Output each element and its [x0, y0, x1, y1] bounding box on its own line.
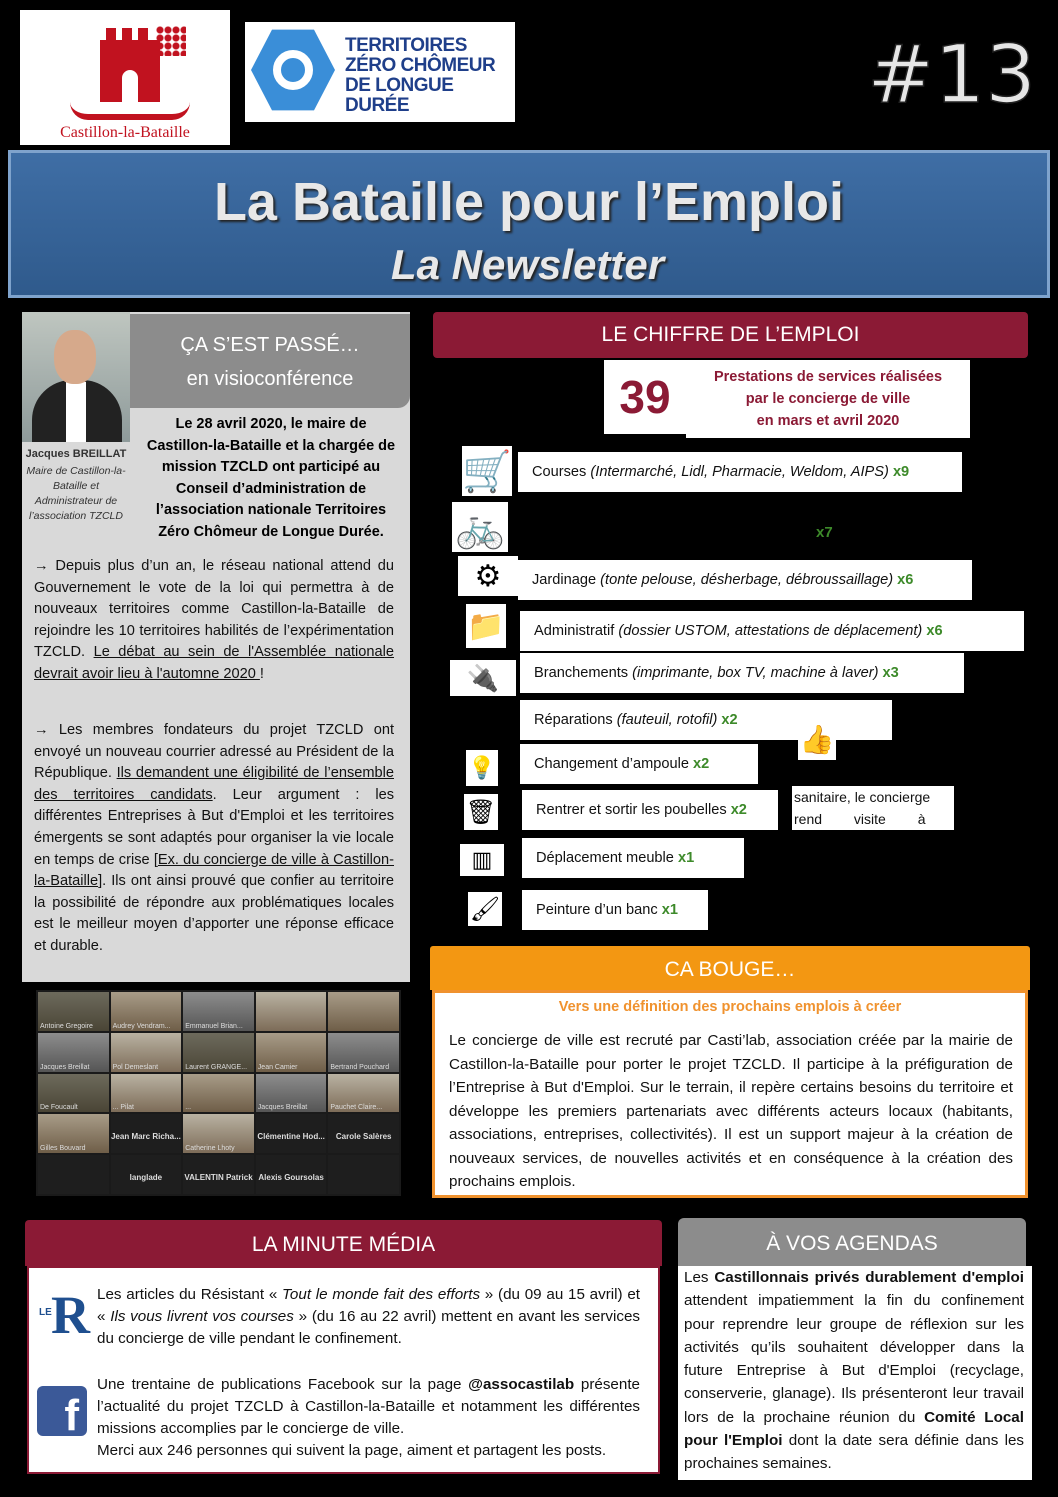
participant-name: Bertrand Pouchard: [330, 1063, 390, 1071]
visioconference-screenshot: [36, 990, 401, 1196]
hexagon-logo-icon: [251, 28, 335, 112]
plug-icon: 🔌: [450, 660, 516, 696]
service-count: x1: [677, 850, 695, 866]
participant-tile: [256, 1114, 327, 1153]
bouge-section: [432, 990, 1028, 1198]
newsletter-title: La Bataille pour l’Emploi: [213, 172, 845, 232]
passe-heading: [130, 314, 410, 408]
participant-tile: [256, 1074, 327, 1113]
participant-name: Jean Marc Richa...: [110, 1132, 181, 1142]
media-thanks: Merci aux 246 personnes qui suivent la page, aiment et partagent les posts.: [97, 1442, 607, 1459]
service-label: Changement d’ampoule: [534, 756, 689, 772]
media-heading: LA MINUTE MÉDIA: [25, 1220, 662, 1266]
passe-heading-line2: en visioconférence: [186, 368, 354, 390]
eligibilite-link[interactable]: Ils demandent une éligibilité de l’ensemble des territoires candidats: [34, 765, 394, 803]
agenda-section: [678, 1266, 1032, 1480]
participant-name: Jacques Breillat: [257, 1104, 308, 1112]
le-resistant-logo: R LE: [39, 1285, 90, 1345]
service-row: [520, 653, 964, 693]
participant-tile: [111, 992, 182, 1031]
participant-tile: [183, 1074, 254, 1113]
passe-intro: Le 28 avril 2020, le maire de Castillon-la-Bataille et la chargée de mission TZCLD ont participé au Conseil d’administration de l’association nationale Territoires Zéro Chômeur de Longue Durée.: [146, 416, 396, 540]
participant-tile: [256, 1033, 327, 1072]
service-count: x9: [892, 464, 910, 480]
service-detail: (fauteuil, rotofil): [616, 712, 718, 728]
service-label: Courses: [532, 464, 587, 480]
big-number: 39: [604, 360, 686, 434]
service-label: Réparations: [534, 712, 613, 728]
participant-tile: [38, 1155, 109, 1194]
passe-paragraph-2: → Les membres fondateurs du projet TZCLD ont envoyé un nouveau courrier adressé au Président de la République. Ils demandent une éligibilité de l’ensemble des territoires candidats. Leur argument : les différentes Entreprises à But d'Emploi et les territoires émergents se sont adaptés pour organiser la vie locale en temps de crise [Ex. du concierge de ville à Castillon-la-Bataille]. Ils ont ainsi prouvé que confier au territoire la possibilité de répondre aux problématiques locales est le meilleur moyen d’apporter une réponse efficace et durable.: [34, 722, 394, 954]
service-count: x2: [730, 802, 747, 818]
folder-icon: 📁: [466, 604, 506, 648]
participant-name: Pauchet Claire...: [330, 1104, 383, 1112]
participant-tile: [111, 1114, 182, 1153]
participant-name: VALENTIN Patrick: [184, 1173, 253, 1183]
service-count: x6: [926, 623, 943, 639]
cart-icon: 🛒: [462, 446, 512, 496]
service-detail: (dossier USTOM, attestations de déplacement): [618, 623, 923, 639]
service-count: x2: [693, 756, 710, 772]
big-number-label: Prestations de services réalisées par le concierge de ville en mars et avril 2020: [686, 360, 970, 438]
bouge-text: Le concierge de ville est recruté par Casti’lab, association créée par la mairie de Castillon-la-Bataille pour porter le projet TZCLD. Il participe à la préfiguration de l’Entreprise à But d'Emploi. Sur le terrain, il repère certains besoins du territoire et développe les premiers partenariats avec différents acteurs locaux (habitants, associations, entreprises, collectivités). Il est un support majeur à la création de nouveaux services, de nouvelles activités et en conséquence à la création des prochains emplois.: [449, 1032, 1013, 1190]
service-row: [518, 560, 972, 600]
participant-tile: [256, 1155, 327, 1194]
service-count: x1: [661, 902, 678, 918]
participant-name: Pol Demeslant: [112, 1063, 159, 1071]
passe-paragraph-1: → Depuis plus d’un an, le réseau national attend du Gouvernement le vote de la loi qui permettra à de nouveaux territoires comme Castillon-la-Bataille de rejoindre les 10 territoires habilités de l’expérimentation TZCLD. Le débat au sein de l'Assemblée nationale devrait avoir lieu à l'automne 2020 !: [34, 558, 394, 682]
participant-name: Gilles Bouvard: [40, 1145, 86, 1153]
participant-name: Emmanuel Brian...: [185, 1022, 243, 1030]
participant-tile: [328, 992, 399, 1031]
paintbrush-icon: 🖌: [468, 892, 502, 926]
service-count: x7: [816, 524, 833, 541]
participant-tile: [183, 992, 254, 1031]
service-row: [522, 838, 744, 878]
participant-name: Laurent GRANGE...: [185, 1063, 248, 1071]
facebook-icon: f: [37, 1386, 87, 1436]
participant-tile: [328, 1033, 399, 1072]
passe-section: [22, 312, 410, 982]
tz-logo-line: DE LONGUE: [345, 75, 454, 96]
participant-name: Carole Salères: [335, 1132, 392, 1142]
service-detail: (tonte pelouse, désherbage, débroussaillage): [600, 572, 894, 588]
thumbs-up-icon: 👍: [798, 718, 836, 760]
chiffre-heading: LE CHIFFRE DE L’EMPLOI: [433, 312, 1028, 358]
issue-number: #13: [867, 28, 1036, 121]
participant-tile: [111, 1033, 182, 1072]
participant-tile: [183, 1114, 254, 1153]
agenda-text: Les Castillonnais privés durablement d'emploi attendent impatiemment la fin du confinement pour reprendre leur groupe de réflexion sur les activités qu’ils souhaitent développer dans la future Entreprise à But d'Emploi (recyclage, conserverie, glanage). Ils présenteront leur travail lors de la prochaine réunion du Comité Local pour l'Emploi dont la date sera définie dans les prochaines semaines.: [684, 1269, 1025, 1473]
participant-name: De Foucault: [40, 1104, 78, 1112]
participant-tile: [111, 1074, 182, 1113]
castillon-logo-text: Castillon-la-Bataille: [60, 124, 190, 141]
participant-name: ... Pilat: [112, 1104, 134, 1112]
media-section: [27, 1266, 660, 1474]
participant-name: Jacques Breillat: [40, 1063, 90, 1071]
tz-logo-line: DURÉE: [345, 95, 410, 116]
service-label: Branchements: [534, 665, 629, 681]
participant-tile: [328, 1155, 399, 1194]
participant-name: Alexis Goursolas: [258, 1173, 324, 1183]
service-row: [520, 611, 1024, 651]
bulb-icon: 💡: [466, 750, 498, 786]
service-label: Rentrer et sortir les poubelles: [536, 802, 727, 818]
participant-tile: [38, 1033, 109, 1072]
mayor-role: Maire de Castillon-la-Bataille et Administrateur de l’association TZCLD: [26, 465, 126, 522]
service-label: Peinture d’un banc: [536, 902, 658, 918]
hidden-text-fragment: sanitaire, le concierge rend visite à: [792, 786, 954, 830]
media-paragraph-1: Les articles du Résistant « Tout le monde fait des efforts » (du 09 au 15 avril) et « Ils vous livrent vos courses » (du 16 au 22 avril) mettent en avant les services du concierge de ville pendant le confinement.: [97, 1286, 641, 1347]
service-row: [520, 700, 892, 740]
participant-tile: [183, 1155, 254, 1194]
participant-tile: [256, 992, 327, 1031]
service-count: x2: [721, 712, 738, 728]
participant-name: ...: [185, 1104, 192, 1112]
participant-name: Antoine Gregoire: [40, 1022, 93, 1030]
service-label: Jardinage: [532, 572, 597, 588]
media-paragraph-2: Une trentaine de publications Facebook sur la page @assocastilab présente l’actualité du projet TZCLD à Castillon-la-Bataille et notamment les différentes missions accomplies par le concierge de ville. Merci aux 246 personnes qui suivent la page, aiment et partagent les posts.: [97, 1374, 640, 1462]
bouge-heading: CA BOUGE…: [430, 946, 1030, 990]
service-count: x6: [897, 572, 914, 588]
service-detail: (Intermarché, Lidl, Pharmacie, Weldom, AIPS): [590, 464, 889, 480]
agenda-heading: À VOS AGENDAS: [678, 1218, 1026, 1266]
participant-name: Jean Camier: [257, 1063, 298, 1071]
mayor-photo: [22, 312, 130, 442]
facebook-page-link[interactable]: @assocastilab: [468, 1376, 575, 1393]
service-row: [518, 452, 962, 492]
participant-tile: [183, 1033, 254, 1072]
service-count: x3: [882, 665, 899, 681]
castillon-logo: [20, 10, 230, 145]
participant-tile: [38, 1074, 109, 1113]
tzcld-logo: [245, 22, 515, 122]
participant-tile: [328, 1074, 399, 1113]
title-banner: [8, 150, 1050, 298]
service-label: Administratif: [534, 623, 615, 639]
mayor-name: Jacques BREILLAT: [25, 448, 127, 460]
service-row: [522, 890, 708, 930]
tz-logo-line: ZÉRO CHÔMEUR: [345, 55, 496, 76]
participant-name: Catherine Lhoty: [185, 1145, 235, 1153]
service-row: [522, 790, 778, 830]
lawnmower-icon: ⚙: [458, 556, 518, 596]
service-label: Déplacement meuble: [536, 850, 674, 866]
bicycle-icon: 🚲: [452, 502, 508, 552]
participant-name: Clémentine Hod...: [257, 1132, 325, 1142]
service-detail: (imprimante, box TV, machine à laver): [632, 665, 879, 681]
grapes-icon: [156, 26, 186, 56]
passe-heading-line1: ÇA S’EST PASSÉ…: [180, 334, 360, 356]
furniture-icon: ▥: [460, 844, 504, 876]
concierge-example-link[interactable]: Ex. du concierge de ville à Castillon-la-Bataille: [34, 851, 394, 890]
bouge-subheading: Vers une définition des prochains emplois à créer: [558, 999, 902, 1015]
participant-tile: [111, 1155, 182, 1194]
service-row: [520, 744, 758, 784]
participant-name: langlade: [129, 1173, 163, 1183]
tz-logo-line: TERRITOIRES: [345, 35, 467, 56]
participant-tile: [38, 992, 109, 1031]
participant-tile: [328, 1114, 399, 1153]
newsletter-subtitle: La Newsletter: [391, 241, 665, 288]
trash-icon: 🗑: [464, 794, 498, 830]
assemblee-link[interactable]: Le débat au sein de l'Assemblée nationale devrait avoir lieu à l'automne 2020: [34, 644, 394, 682]
participant-name: Audrey Vendram...: [112, 1022, 171, 1030]
participant-tile: [38, 1114, 109, 1153]
